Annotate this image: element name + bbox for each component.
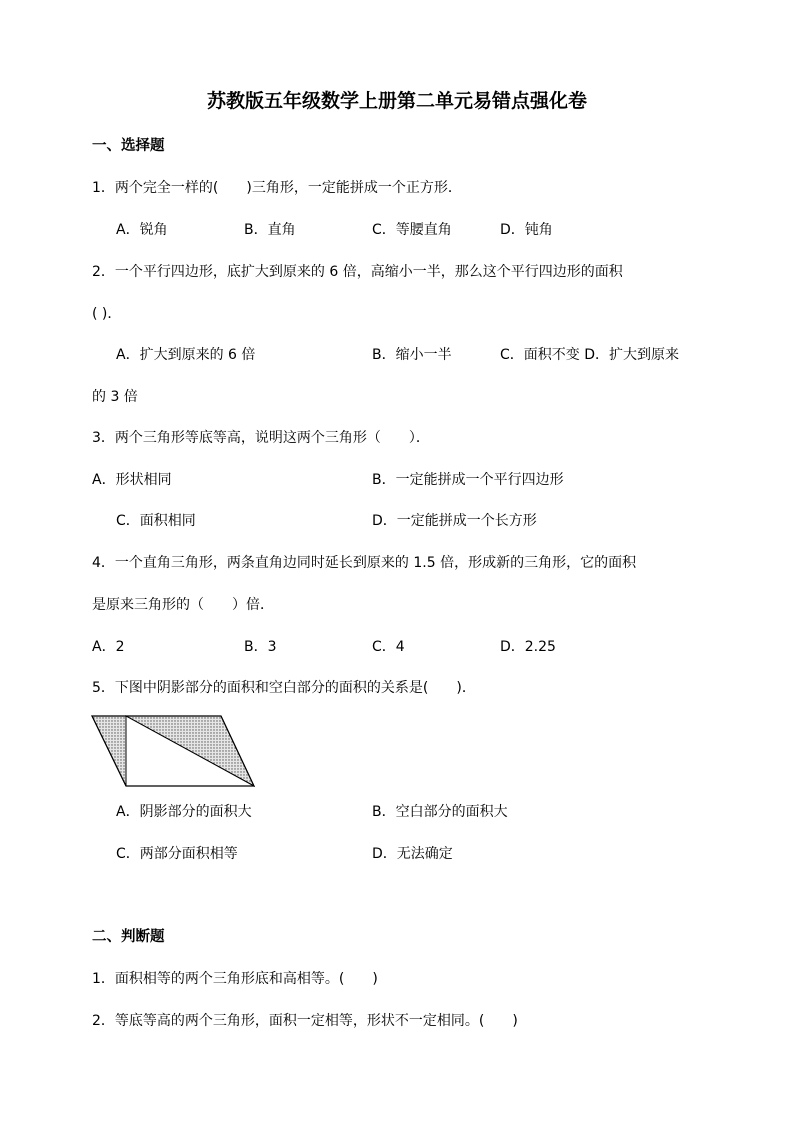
question-2-stem-cont: ( )． <box>92 306 122 322</box>
q1-option-d: D．钝角 <box>500 222 553 238</box>
q5-option-a: A．阴影部分的面积大 <box>116 804 252 820</box>
question-3-stem: 3．两个三角形等底等高，说明这两个三角形（ ）． <box>92 430 430 446</box>
q3-option-b: B．一定能拼成一个平行四边形 <box>372 472 564 488</box>
q5-option-b: B．空白部分的面积大 <box>372 804 508 820</box>
q2-option-a: A．扩大到原来的 6 倍 <box>116 347 256 363</box>
q3-option-d: D．一定能拼成一个长方形 <box>372 513 537 529</box>
q5-option-c: C．两部分面积相等 <box>116 846 238 862</box>
question-5-stem: 5．下图中阴影部分的面积和空白部分的面积的关系是( )． <box>92 680 476 696</box>
q1-option-b: B．直角 <box>244 222 296 238</box>
page-title: 苏教版五年级数学上册第二单元易错点强化卷 <box>206 90 587 112</box>
question-2-stem: 2．一个平行四边形，底扩大到原来的 6 倍，高缩小一半，那么这个平行四边形的面积 <box>92 264 623 280</box>
q5-option-d: D．无法确定 <box>372 846 453 862</box>
parallelogram-figure <box>90 714 260 790</box>
judge-item-1: 1．面积相等的两个三角形底和高相等。( ) <box>92 971 378 987</box>
q4-option-b: B．3 <box>244 639 277 655</box>
q4-option-c: C．4 <box>372 639 405 655</box>
q2-option-cont: 的 3 倍 <box>92 389 138 405</box>
q3-option-c: C．面积相同 <box>116 513 196 529</box>
q1-option-a: A．锐角 <box>116 222 168 238</box>
section-heading-choice: 一、选择题 <box>92 138 165 154</box>
q1-option-c: C．等腰直角 <box>372 222 452 238</box>
q4-option-d: D．2.25 <box>500 639 556 655</box>
q2-option-b: B．缩小一半 <box>372 347 452 363</box>
question-4-stem-cont: 是原来三角形的（ ）倍． <box>92 597 274 613</box>
question-4-stem: 4．一个直角三角形，两条直角边同时延长到原来的 1.5 倍，形成新的三角形，它的面积 <box>92 555 637 571</box>
q3-option-a: A．形状相同 <box>92 472 172 488</box>
q2-option-cd: C．面积不变 D．扩大到原来 <box>500 347 680 363</box>
q4-option-a: A．2 <box>92 639 125 655</box>
judge-item-2: 2．等底等高的两个三角形，面积一定相等，形状不一定相同。( ) <box>92 1013 518 1029</box>
question-1-stem: 1．两个完全一样的( )三角形，一定能拼成一个正方形． <box>92 180 462 196</box>
section-heading-judge: 二、判断题 <box>92 929 165 945</box>
